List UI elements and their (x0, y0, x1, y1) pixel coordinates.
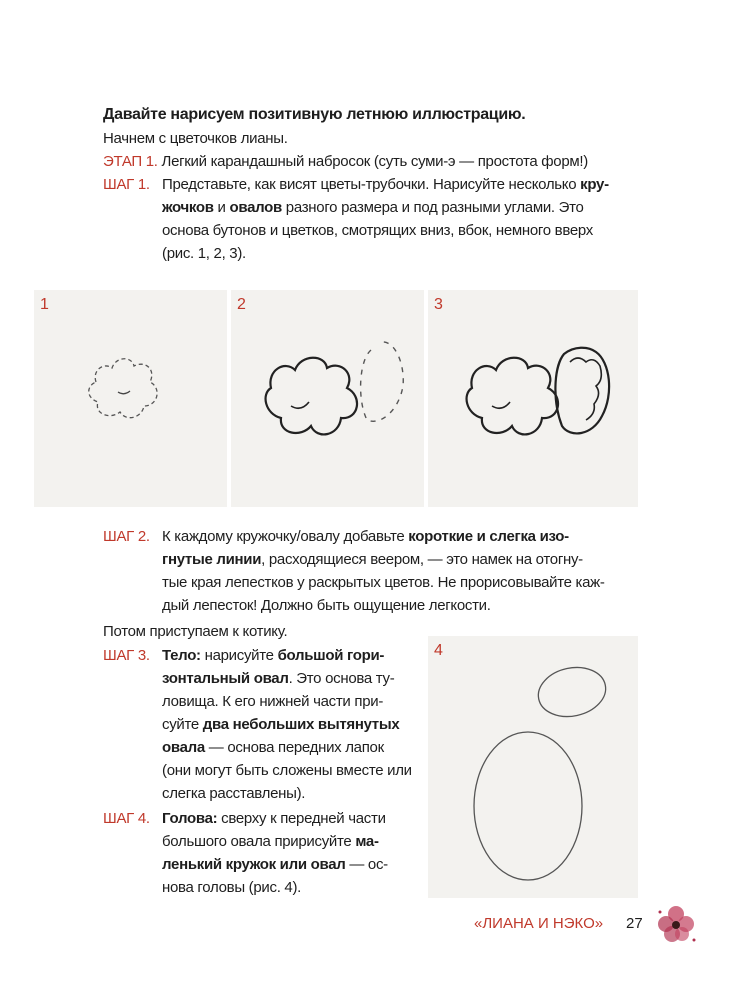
sketch-flower-and-bud (231, 290, 424, 507)
page-number: 27 (626, 915, 643, 932)
step1-line3: основа бутонов и цветков, смотрящих вниз, вбок, немного вверх (162, 222, 593, 239)
figure-4-number: 4 (434, 642, 443, 659)
step4-bold3: ленький кружок или овал (162, 856, 346, 873)
intro-subtitle: Начнем с цветочков лианы. (103, 130, 288, 147)
step3-label: ШАГ 3. (103, 647, 150, 664)
step4-bold1: Голова: (162, 810, 218, 827)
step3-bold1: Тело: (162, 647, 201, 664)
step3-line7: слегка расставлены). (162, 785, 306, 802)
step3-bold5: овала (162, 739, 205, 756)
step4-line4: нова головы (рис. 4). (162, 879, 302, 896)
figure-3 (428, 290, 638, 507)
step3-bold3: зонтальный овал (162, 670, 289, 687)
flower-ornament-icon (652, 900, 700, 948)
step4-text1: сверху к передней части (217, 810, 386, 827)
sketch-flower-small (34, 290, 227, 507)
step1-bold1: кру- (580, 176, 609, 193)
step1-line1 (162, 174, 612, 196)
step2-line4: дый лепесток! Должно быть ощущение легкости. (162, 597, 491, 614)
step4-line1 (162, 808, 422, 830)
step1-bold3: овалов (229, 199, 282, 216)
step1-line2 (162, 197, 612, 219)
step2-bold2: гнутые линии (162, 551, 262, 568)
step2-line2 (162, 549, 622, 571)
figure-3-number: 3 (434, 296, 443, 313)
step3-line2 (162, 668, 422, 690)
step2-line3: тые края лепестков у раскрытых цветов. Не прорисовывайте каж- (162, 574, 605, 591)
step2-bold1: короткие и слегка изо- (408, 528, 569, 545)
step3-line1 (162, 645, 422, 667)
figure-2-number: 2 (237, 296, 246, 313)
step3-line4 (162, 714, 422, 736)
step4-bold2: ма- (355, 833, 379, 850)
step1-text3: разного размера и под разными углами. Это (281, 199, 584, 216)
step1-text1: Представьте, как висят цветы-трубочки. Нарисуйте несколько (162, 176, 581, 193)
step3-text4: суйте (162, 716, 203, 733)
step3-line6: (они могут быть сложены вместе или (162, 762, 412, 779)
step3-text1: нарисуйте (200, 647, 278, 664)
step2-label: ШАГ 2. (103, 528, 150, 545)
step4-label: ШАГ 4. (103, 810, 150, 827)
step2-text2: , расходящиеся веером, — это намек на отогну- (261, 551, 583, 568)
figure-1-number: 1 (40, 296, 49, 313)
stage1-label: ЭТАП 1. (103, 153, 158, 170)
step4-text3: — ос- (345, 856, 388, 873)
cat-intro: Потом приступаем к котику. (103, 623, 288, 640)
page-title: Давайте нарисуем позитивную летнюю иллюстрацию. (103, 106, 526, 123)
stage1-text: Легкий карандашный набросок (суть суми-э — простота форм!) (161, 153, 588, 170)
step2-line1 (162, 526, 622, 548)
step4-line3 (162, 854, 422, 876)
step3-line5 (162, 737, 422, 759)
stage1-line (103, 151, 588, 173)
step3-line3: ловища. К его нижней части при- (162, 693, 384, 710)
step1-bold2: жочков (162, 199, 214, 216)
step3-text2: . Это основа ту- (288, 670, 395, 687)
step1-label: ШАГ 1. (103, 176, 150, 193)
figure-1 (34, 290, 227, 507)
step3-text5: — основа передних лапок (204, 739, 384, 756)
step2-text1: К каждому кружочку/овалу добавьте (162, 528, 409, 545)
step3-bold2: большой гори- (277, 647, 385, 664)
step4-text2: большого овала пририсуйте (162, 833, 356, 850)
step1-text2: и (213, 199, 230, 216)
step4-line2 (162, 831, 422, 853)
step3-bold4: два небольших вытянутых (202, 716, 400, 733)
step1-line4: (рис. 1, 2, 3). (162, 245, 246, 262)
sketch-flower-and-petals (428, 290, 638, 507)
sketch-cat-body-and-head (428, 636, 638, 898)
footer-title: «ЛИАНА И НЭКО» (474, 915, 604, 932)
figure-2 (231, 290, 424, 507)
figure-4 (428, 636, 638, 898)
